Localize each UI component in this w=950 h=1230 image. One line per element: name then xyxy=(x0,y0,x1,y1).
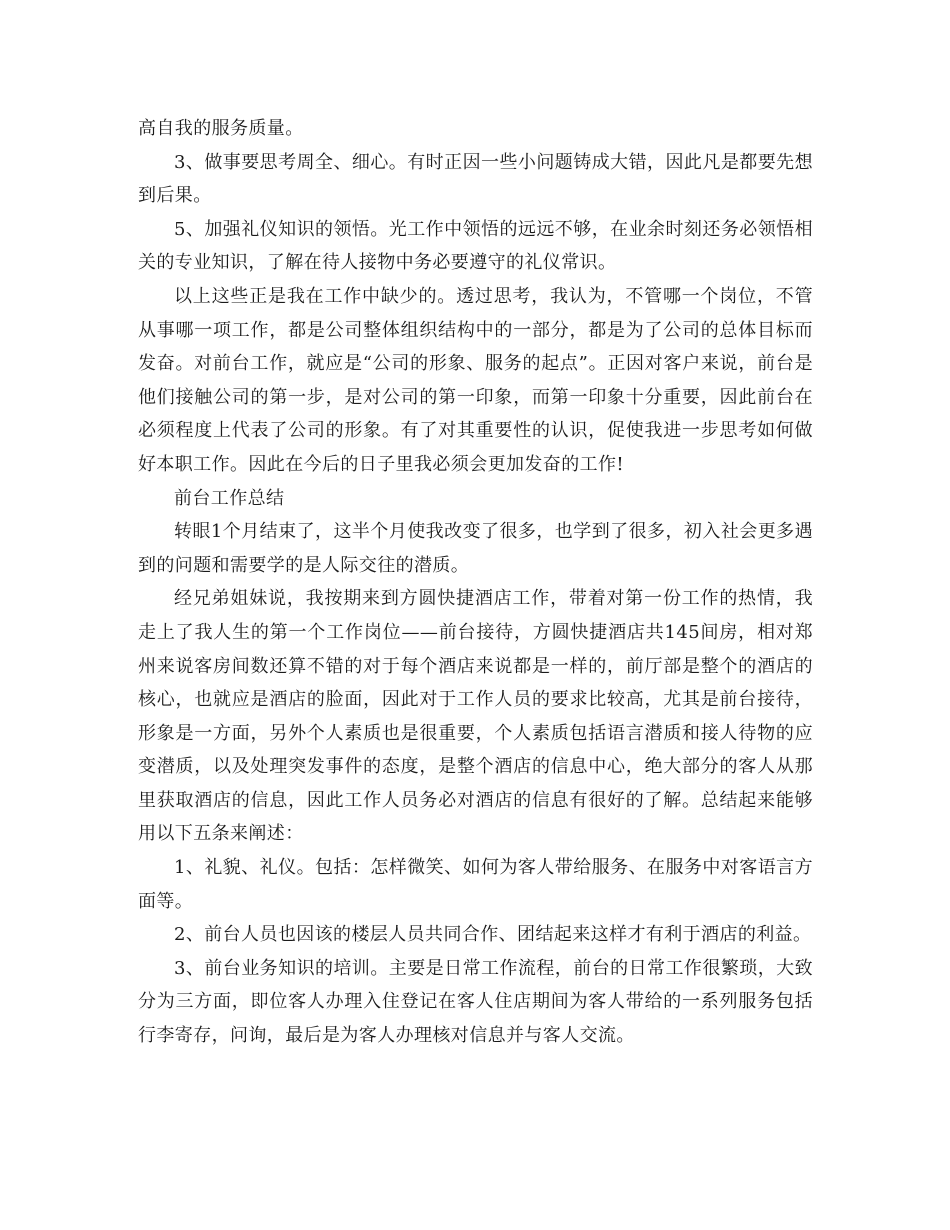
paragraph: 经兄弟姐妹说，我按期来到方圆快捷酒店工作，带着对第一份工作的热情，我走上了我人生的第一个工作岗位——前台接待，方圆快捷酒店共145间房，相对郑州来说客房间数还算不错的对于每个酒店来说都是一样的，前厅部是整个的酒店的核心，也就应是酒店的脸面，因此对于工作人员的要求比较高，尤其是前台接待，形象是一方面，另外个人素质也是很重要，个人素质包括语言潜质和接人待物的应变潜质，以及处理突发事件的态度，是整个酒店的信息中心，绝大部分的客人从那里获取酒店的信息，因此工作人员务必对酒店的信息有很好的了解。总结起来能够用以下五条来阐述： xyxy=(138,588,813,845)
document-body xyxy=(138,112,813,1053)
paragraph: 高自我的服务质量。 xyxy=(138,118,304,139)
paragraph: 3、做事要思考周全、细心。有时正因一些小问题铸成大错，因此凡是都要先想到后果。 xyxy=(138,151,813,207)
list-item: 2、前台人员也因该的楼层人员共同合作、团结起来这样才有利于酒店的利益。 xyxy=(174,924,812,946)
paragraph: 转眼1个月结束了，这半个月使我改变了很多，也学到了很多，初入社会更多遇到的问题和需要学的是人际交往的潜质。 xyxy=(138,521,813,576)
list-item: 1、礼貌、礼仪。包括：怎样微笑、如何为客人带给服务、在服务中对客语言方面等。 xyxy=(138,857,813,912)
paragraph: 以上这些正是我在工作中缺少的。透过思考，我认为，不管哪一个岗位，不管从事哪一项工作，都是公司整体组织结构中的一部分，都是为了公司的总体目标而发奋。对前台工作，就应是“公司的形象、服务的起点”。正因对客户来说，前台是他们接触公司的第一步，是对公司的第一印象，而第一印象十分重要，因此前台在必须程度上代表了公司的形象。有了对其重要性的认识，促使我进一步思考如何做好本职工作。因此在今后的日子里我必须会更加发奋的工作! xyxy=(138,285,813,475)
paragraph: 5、加强礼仪知识的领悟。光工作中领悟的远远不够，在业余时刻还务必领悟相关的专业知识，了解在待人接物中务必要遵守的礼仪常识。 xyxy=(138,218,813,274)
section-heading: 前台工作总结 xyxy=(174,487,285,509)
list-item: 3、前台业务知识的培训。主要是日常工作流程，前台的日常工作很繁琐，大致分为三方面，即位客人办理入住登记在客人住店期间为客人带给的一系列服务包括行李寄存，问询，最后是为客人办理核对信息并与客人交流。 xyxy=(138,957,813,1047)
